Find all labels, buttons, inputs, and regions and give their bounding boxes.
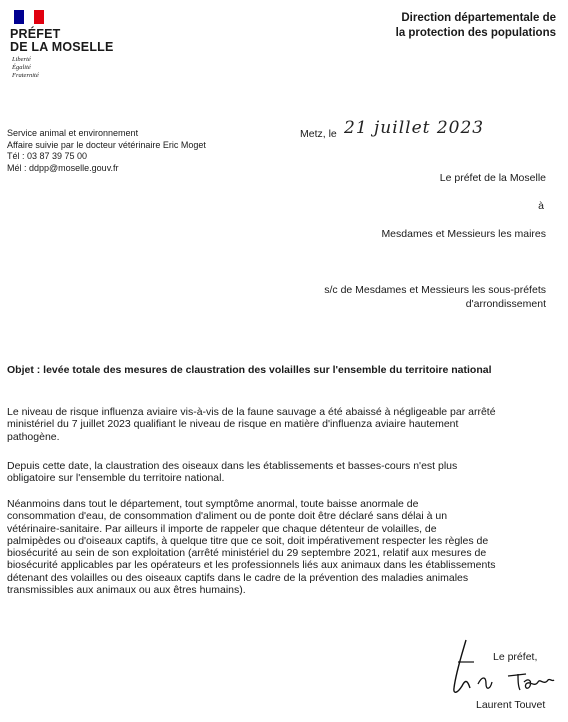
direction-header	[326, 11, 556, 41]
republic-motto	[12, 56, 39, 80]
paragraph-3	[7, 498, 545, 596]
recipients: Mesdames et Messieurs les maires	[381, 228, 546, 240]
p3-line: détenant des volailles ou des oiseaux captifs dans le cadre de la prévention des maladies animales	[7, 571, 469, 584]
signature-title: Le préfet,	[493, 651, 538, 663]
p3-line: vétérinaire-sanitaire. Par ailleurs il importe de rappeler que chaque détenteur de volailles, de	[7, 522, 437, 535]
prefecture-logo-text	[10, 28, 114, 54]
handwritten-signature	[448, 632, 558, 700]
p3-line: biosécurité applicables par les opérateurs et les professionnels liés aux animaux dans les établissements	[7, 559, 496, 572]
republic-flag-icon	[14, 10, 44, 24]
motto-liberte: Liberté	[12, 56, 31, 63]
sc-line2: d'arrondissement	[465, 298, 546, 310]
motto-egalite: Égalité	[12, 64, 31, 71]
service-block	[7, 128, 206, 174]
paragraph-2	[7, 460, 545, 485]
p1-line: ministériel du 7 juillet 2023 qualifiant le niveau de risque en matière d'influenza aviaire hautement	[7, 418, 459, 431]
sender: Le préfet de la Moselle	[439, 172, 546, 184]
sc-line1: s/c de Mesdames et Messieurs les sous-préfets	[324, 284, 546, 296]
handwritten-date: 21 juillet 2023	[344, 118, 485, 138]
service-email: Mél : ddpp@moselle.gouv.fr	[7, 162, 119, 173]
service-phone: Tél : 03 87 39 75 00	[7, 151, 88, 161]
prefet-line1: PRÉFET	[10, 27, 61, 41]
p3-line: consommation d'eau, de consommation d'aliment ou de ponte doit être déclaré sans délai à un	[7, 510, 448, 523]
p3-line: transmissibles aux animaux ou aux êtres humains).	[7, 584, 246, 597]
signatory-name: Laurent Touvet	[476, 699, 546, 711]
direction-line1: Direction départementale de	[401, 12, 556, 24]
direction-line2: la protection des populations	[395, 27, 556, 39]
motto-fraternite: Fraternité	[12, 72, 39, 79]
p2-line: Depuis cette date, la claustration des oiseaux dans les établissements et basses-cours n'est plus	[7, 460, 458, 472]
sc-recipients	[324, 283, 546, 311]
to-word: à	[538, 200, 544, 212]
p1-line: pathogène.	[7, 430, 60, 443]
service-contact-person: Affaire suivie par le docteur vétérinaire Eric Moget	[7, 139, 206, 150]
paragraph-1	[7, 406, 545, 443]
p3-line: biosécurité au sein de son exploitation (arrêté ministériel du 29 septembre 2021, relatif aux mesures de	[7, 547, 487, 560]
p2-line: obligatoire sur l'ensemble du territoire national.	[7, 472, 225, 485]
prefet-line2: DE LA MOSELLE	[10, 40, 114, 54]
p3-line: palmipèdes ou d'oiseaux captifs, à quelque titre que ce soit, doit impérativement respecter les règles de	[7, 534, 489, 547]
dateline-place: Metz, le	[300, 128, 337, 140]
service-name: Service animal et environnement	[7, 128, 139, 138]
subject-line: Objet : levée totale des mesures de claustration des volailles sur l'ensemble du territoire national	[7, 364, 492, 376]
p1-line: Le niveau de risque influenza aviaire vis-à-vis de la faune sauvage a été abaissé à négligeable par arrêté	[7, 406, 496, 418]
p3-line: Néanmoins dans tout le département, tout symptôme anormal, toute baisse anormale de	[7, 498, 419, 510]
